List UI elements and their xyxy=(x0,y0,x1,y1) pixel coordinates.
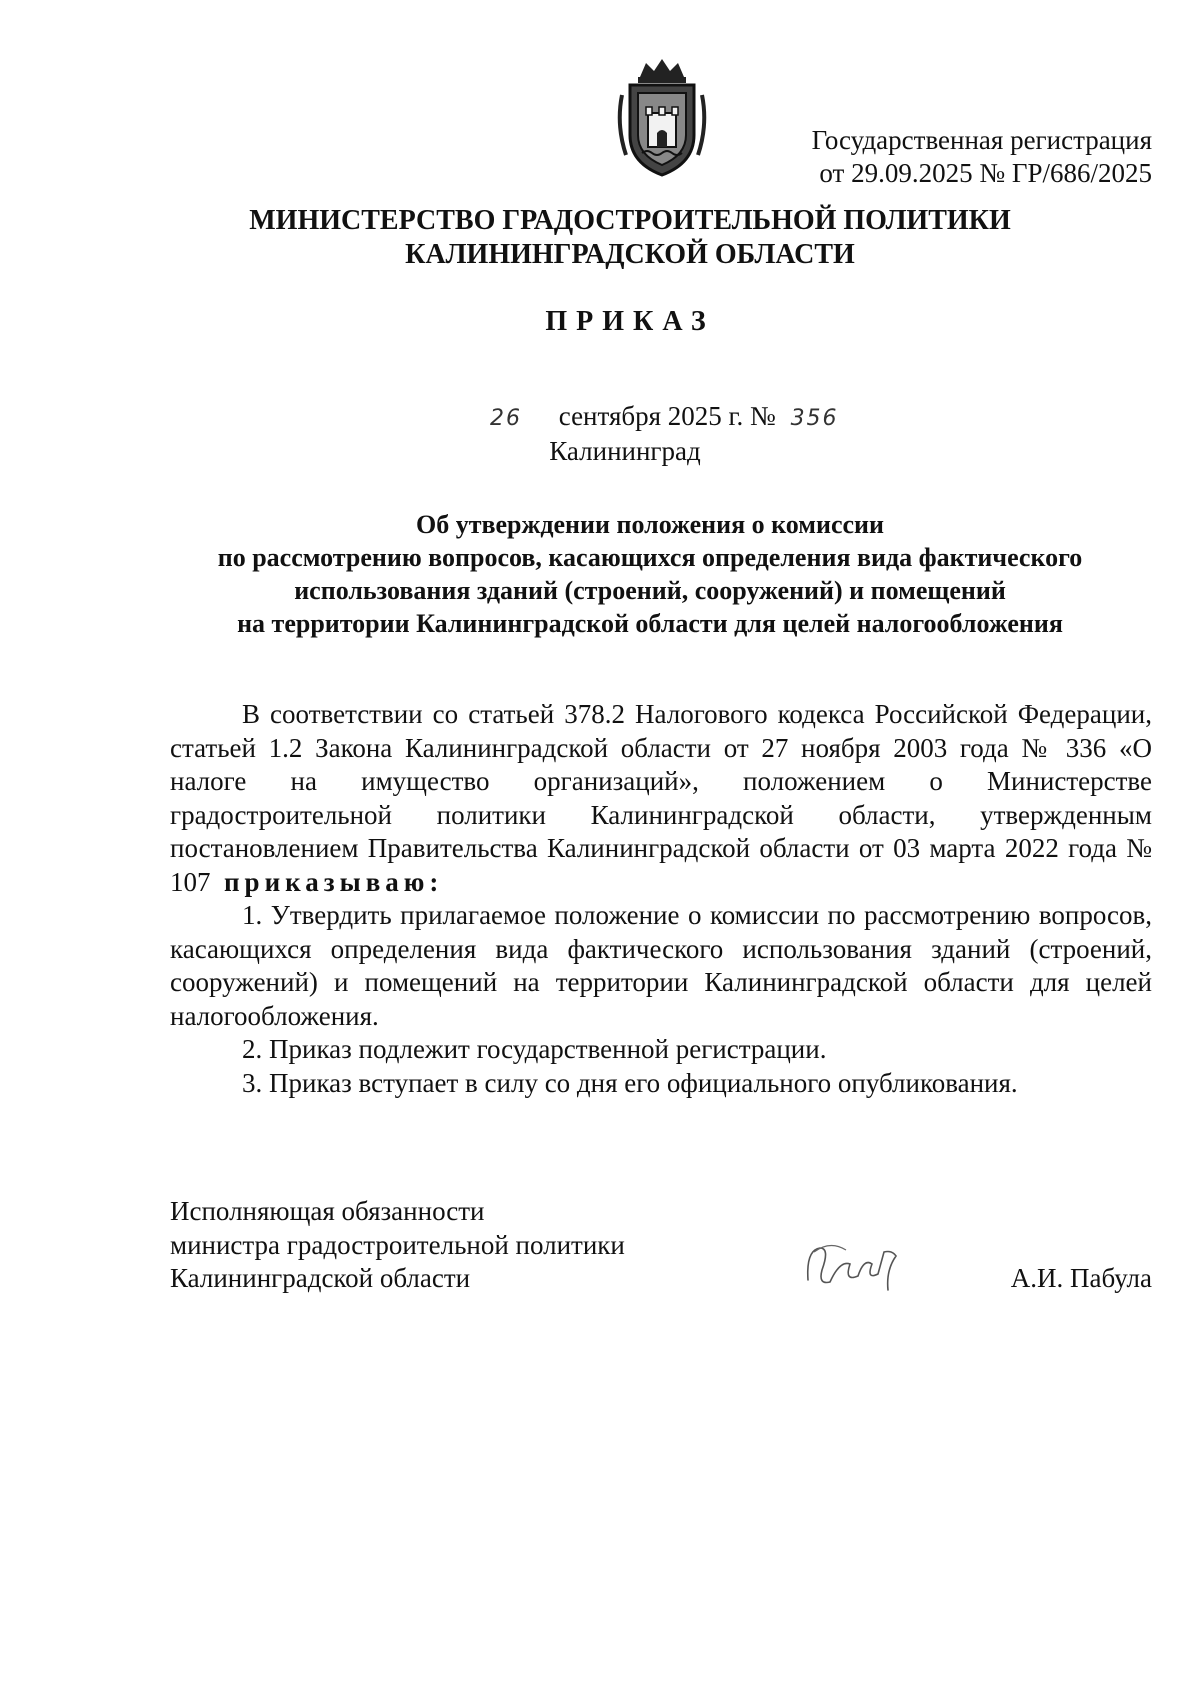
registration-label: Государственная регистрация xyxy=(811,125,1152,155)
order-subject xyxy=(140,508,1160,640)
ministry-title xyxy=(0,204,1200,272)
signatory-position xyxy=(170,1195,625,1296)
order-date-line xyxy=(490,400,839,435)
position-line3: Калининградской области xyxy=(170,1263,471,1293)
order-item-3: 3. Приказ вступает в силу со дня его официального опубликования. xyxy=(242,1067,1018,1098)
handwritten-signature xyxy=(800,1230,910,1300)
document-type: ПРИКАЗ xyxy=(545,306,715,337)
signatory-name: А.И. Пабула xyxy=(1010,1263,1152,1293)
preamble-paragraph xyxy=(170,698,1152,899)
position-line2: министра градостроительной политики xyxy=(170,1229,625,1260)
registration-stamp xyxy=(812,124,1152,190)
order-date-text: сентября 2025 г. № xyxy=(558,401,776,431)
ministry-title-line2: КАЛИНИНГРАДСКОЙ ОБЛАСТИ xyxy=(405,239,855,270)
order-city: Калининград xyxy=(549,436,701,466)
preamble-text: В соответствии со статьей 378.2 Налогового кодекса Российской Федерации, статьей 1.2 Закона Калининградской области от 27 ноября 2003 года № 336 «О налоге на имущество организаций», положением о Министерстве градостроительной политики Калининградской области, утвержденным постановлением Правительства Калининградской области от 03 марта 2022 года № 107 xyxy=(170,699,1152,897)
registration-number: от 29.09.2025 № ГР/686/2025 xyxy=(819,158,1152,188)
order-item-2: 2. Приказ подлежит государственной регистрации. xyxy=(242,1034,827,1064)
order-body xyxy=(170,698,1152,1100)
subject-line3: использования зданий (строений, сооружений) и помещений xyxy=(294,576,1006,605)
ministry-title-line1: МИНИСТЕРСТВО ГРАДОСТРОИТЕЛЬНОЙ ПОЛИТИКИ xyxy=(249,205,1011,236)
coat-of-arms-icon xyxy=(612,55,712,180)
order-command: приказываю: xyxy=(224,866,444,897)
order-item-1: 1. Утвердить прилагаемое положение о комиссии по рассмотрению вопросов, касающихся определения вида фактического использования зданий (строений, сооружений) и помещений на территории Калининградской области для целей налогообложения. xyxy=(170,900,1152,1031)
position-line1: Исполняющая обязанности xyxy=(170,1196,485,1226)
handwritten-day: 26 xyxy=(490,406,522,431)
subject-line1: Об утверждении положения о комиссии xyxy=(415,510,885,539)
subject-line4: на территории Калининградской области для целей налогообложения xyxy=(237,609,1063,638)
handwritten-order-number: 356 xyxy=(790,406,839,431)
subject-line2: по рассмотрению вопросов, касающихся определения вида фактического xyxy=(217,543,1083,572)
